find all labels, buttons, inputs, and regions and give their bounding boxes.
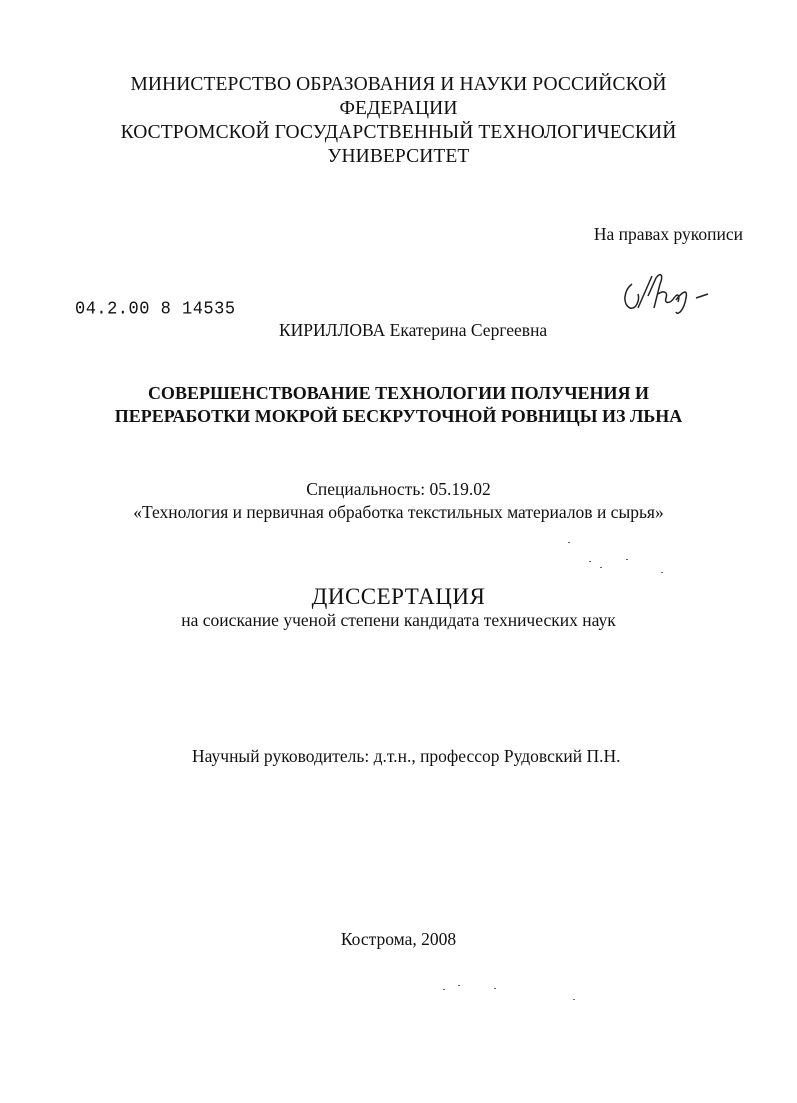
scan-speck — [600, 567, 602, 568]
scan-speck — [661, 572, 663, 573]
scan-speck — [589, 561, 591, 562]
author-name: КИРИЛЛОВА Екатерина Сергеевна — [279, 320, 548, 340]
scan-speck — [568, 542, 570, 543]
scan-speck — [573, 999, 575, 1000]
signature-icon — [618, 270, 713, 318]
ministry-line: ФЕДЕРАЦИИ — [339, 98, 458, 119]
scan-speck — [494, 988, 496, 989]
ministry-line: МИНИСТЕРСТВО ОБРАЗОВАНИЯ И НАУКИ РОССИЙСКОЙ — [130, 74, 667, 95]
specialty-label: Специальность: 05.19.02 — [306, 479, 491, 499]
scan-speck — [443, 989, 445, 990]
university-line: УНИВЕРСИТЕТ — [327, 146, 470, 167]
thesis-title-line: ПЕРЕРАБОТКИ МОКРОЙ БЕСКРУТОЧНОЙ РОВНИЦЫ ИЗ ЛЬНА — [114, 406, 683, 426]
scientific-advisor: Научный руководитель: д.т.н., профессор Рудовский П.Н. — [192, 746, 621, 766]
scan-speck — [626, 559, 628, 560]
ministry-header — [0, 73, 797, 169]
dissertation-subtitle: на соискание ученой степени кандидата технических наук — [181, 610, 616, 630]
thesis-title-line: СОВЕРШЕНСТВОВАНИЕ ТЕХНОЛОГИИ ПОЛУЧЕНИЯ И — [147, 383, 650, 403]
dissertation-title: ДИССЕРТАЦИЯ — [311, 584, 486, 609]
thesis-title — [0, 382, 797, 428]
specialty-name: «Технология и первичная обработка текстильных материалов и сырья» — [133, 502, 664, 522]
specialty-block — [0, 478, 797, 524]
city-year: Кострома, 2008 — [340, 929, 457, 949]
scan-speck — [458, 985, 460, 986]
rights-note: На правах рукописи — [593, 224, 743, 244]
archive-stamp-number: 04.2.00 8 14535 — [75, 299, 236, 320]
university-line: КОСТРОМСКОЙ ГОСУДАРСТВЕННЫЙ ТЕХНОЛОГИЧЕСКИЙ — [120, 122, 677, 143]
